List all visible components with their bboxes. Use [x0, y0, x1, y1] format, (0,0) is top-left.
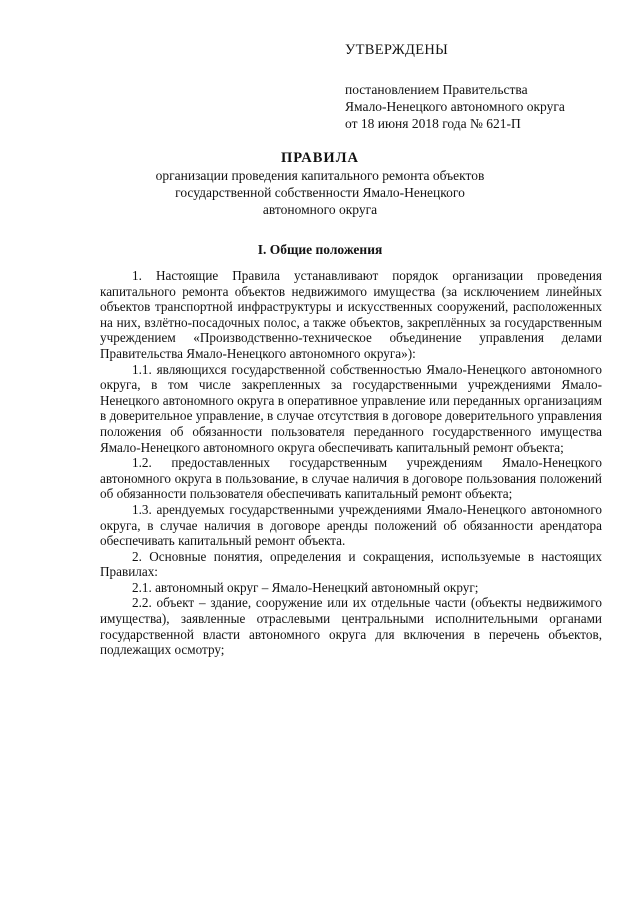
approval-line: постановлением Правительства — [345, 82, 528, 97]
section-heading: I. Общие положения — [257, 242, 383, 257]
paragraph: 1.2. предоставленных государственным учреждениям Ямало-Ненецкого автономного округа в пользование, в случае наличия в договоре пользования положений об обязанности пользователя обеспечивать капитальный ремонт объекта; — [100, 455, 602, 502]
document-subtitle-line: автономного округа — [262, 202, 378, 217]
approval-line: от 18 июня 2018 года № 621-П — [345, 116, 521, 131]
document-subtitle-line: государственной собственности Ямало-Ненецкого — [175, 185, 465, 200]
paragraph: 1.3. арендуемых государственными учреждениями Ямало-Ненецкого автономного округа, в случае наличия в договоре аренды положений об обязанности арендатора обеспечивать капитальный ремонт объекта. — [100, 501, 602, 549]
paragraph: 2.1. автономный округ – Ямало-Ненецкий автономный округ; — [132, 579, 479, 595]
approval-heading: УТВЕРЖДЕНЫ — [345, 42, 449, 58]
approval-line: Ямало-Ненецкого автономного округа — [345, 99, 565, 114]
paragraph: 1.1. являющихся государственной собственностью Ямало-Ненецкого автономного округа, в том числе закрепленных за государственными учреждениями Ямало-Ненецкого автономного округа в оперативное управление или переданных организациям в доверительное управление, в случае отсутствия в договоре доверительного управления положения об обязанности пользователя переданного государственного имущества Ямало-Ненецкого автономного округа обеспечивать капитальный ремонт объекта; — [100, 361, 602, 455]
document-subtitle-line: организации проведения капитального ремонта объектов — [155, 168, 485, 183]
document-title: ПРАВИЛА — [281, 150, 359, 166]
paragraph: 2. Основные понятия, определения и сокращения, используемые в настоящих Правилах: — [100, 548, 602, 580]
approval-block — [345, 42, 630, 132]
document-title-block — [60, 150, 580, 218]
paragraph: 2.2. объект – здание, сооружение или их отдельные части (объекты недвижимого имущества), заявленные отраслевыми центральными исполнительными органами государственной власти автономного округа для включения в перечень объектов, подлежащих осмотру; — [100, 595, 602, 658]
paragraph: 1. Настоящие Правила устанавливают порядок организации проведения капитального ремонта объектов недвижимого имущества (за исключением линейных объектов транспортной инфраструктуры и искусственных сооружений, расположенных на них, взлётно-посадочных полос, а также объектов, закреплённых за государственным учреждением «Производственно-техническое объединение управления делами Правительства Ямало-Ненецкого автономного округа»): — [100, 268, 602, 361]
document-body — [100, 268, 602, 658]
